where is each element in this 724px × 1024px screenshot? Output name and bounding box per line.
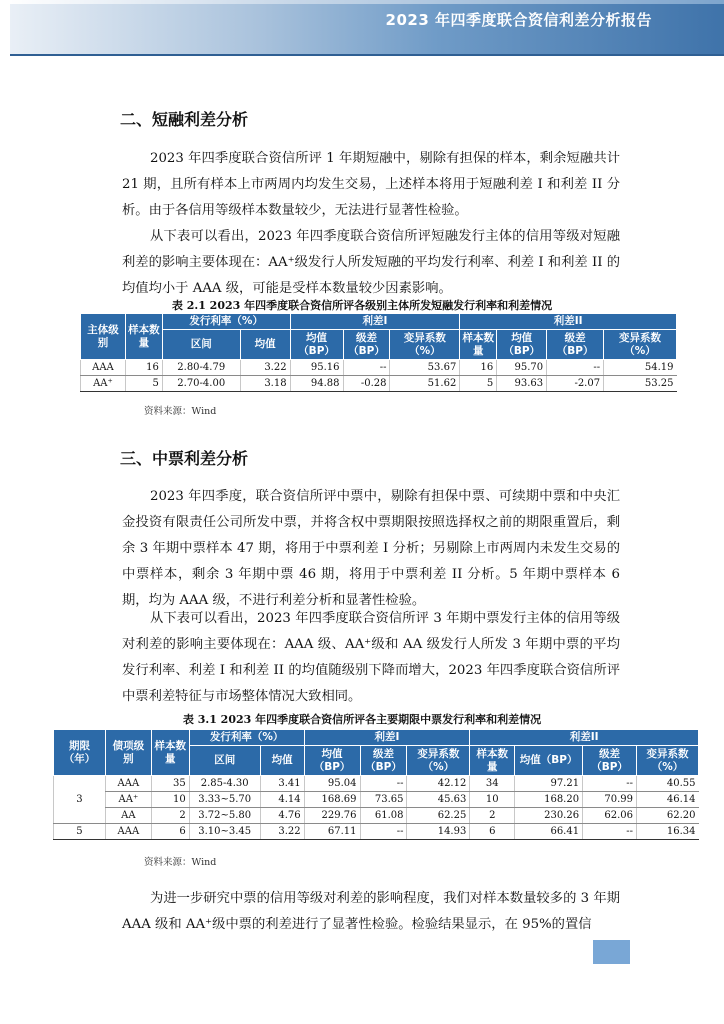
cell: 6 (151, 824, 189, 840)
cell: 3.22 (260, 824, 304, 840)
cell: 14.93 (407, 824, 470, 840)
column-header: 样本数量 (151, 730, 189, 776)
column-header: 均值（BP） (290, 330, 343, 360)
cell: 4.76 (260, 808, 304, 824)
cell: 66.41 (515, 824, 583, 840)
column-header: 区间 (189, 746, 260, 776)
cell: 5 (460, 376, 497, 392)
column-header: 级差（BP） (547, 330, 604, 360)
cell: 46.14 (637, 792, 699, 808)
cell: 95.04 (304, 776, 360, 792)
cell: 3.22 (240, 360, 290, 376)
cell: 73.65 (360, 792, 407, 808)
cell: 95.70 (497, 360, 547, 376)
column-header: 均值（BP） (515, 746, 583, 776)
cell: 53.67 (390, 360, 460, 376)
cell: 93.63 (497, 376, 547, 392)
cell: 168.20 (515, 792, 583, 808)
column-header: 主体级别 (81, 314, 126, 360)
cell: 94.88 (290, 376, 343, 392)
cell: AA⁺ (105, 792, 151, 808)
cell: 95.16 (290, 360, 343, 376)
table-row (81, 360, 677, 376)
cell: 16 (460, 360, 497, 376)
column-header: 利差I (290, 314, 460, 330)
cell: 2 (151, 808, 189, 824)
table-row (54, 808, 699, 824)
column-header: 变异系数（%） (604, 330, 677, 360)
data-table-short-term (80, 313, 677, 392)
page-number-box (593, 940, 630, 964)
cell: -- (583, 824, 637, 840)
column-header: 样本数量 (470, 746, 515, 776)
table-source: 资料来源：Wind (144, 406, 217, 417)
cell: 3.41 (260, 776, 304, 792)
section-heading-short-term: 二、短融利差分析 (120, 110, 249, 129)
cell: AAA (105, 776, 151, 792)
cell: 62.25 (407, 808, 470, 824)
column-header: 变异系数（%） (390, 330, 460, 360)
cell: 67.11 (304, 824, 360, 840)
cell: AAA (105, 824, 151, 840)
column-header: 变异系数（%） (637, 746, 699, 776)
header-banner (0, 0, 724, 54)
cell: 35 (151, 776, 189, 792)
column-header: 样本数量 (460, 330, 497, 360)
cell: 45.63 (407, 792, 470, 808)
column-header: 发行利率（%） (189, 730, 304, 746)
cell: AA⁺ (81, 376, 126, 392)
cell: 2.80-4.79 (162, 360, 240, 376)
table-source: 资料来源：Wind (144, 857, 217, 868)
cell: 97.21 (515, 776, 583, 792)
column-header: 利差II (460, 314, 677, 330)
column-header: 利差II (470, 730, 699, 746)
cell: AA (105, 808, 151, 824)
cell: 70.99 (583, 792, 637, 808)
cell: 53.25 (604, 376, 677, 392)
cell: 5 (54, 824, 106, 840)
report-title: 2023 年四季度联合资信利差分析报告 (385, 11, 652, 29)
cell: -- (360, 824, 407, 840)
paragraph: 从下表可以看出，2023 年四季度联合资信所评短融发行主体的信用等级对短融利差的影响主要体现在：AA⁺级发行人所发短融的平均发行利率、利差 I 和利差 II 的均值均小于 AAA 级，可能是受样本数量较少因素影响。 (122, 229, 620, 296)
cell: 62.20 (637, 808, 699, 824)
data-table-mtn (53, 729, 699, 840)
cell: 3.33~5.70 (189, 792, 260, 808)
table-row (81, 376, 677, 392)
column-header: 级差（BP） (343, 330, 390, 360)
cell: 5 (125, 376, 162, 392)
cell: 229.76 (304, 808, 360, 824)
column-header: 级差（BP） (360, 746, 407, 776)
column-header: 利差I (304, 730, 470, 746)
column-header: 区间 (162, 330, 240, 360)
cell: 2.70-4.00 (162, 376, 240, 392)
cell: 168.69 (304, 792, 360, 808)
column-header: 期限（年） (54, 730, 106, 776)
cell: 34 (470, 776, 515, 792)
cell: 6 (470, 824, 515, 840)
column-header: 均值（BP） (304, 746, 360, 776)
table-caption: 表 2.1 2023 年四季度联合资信所评各级别主体所发短融发行利率和利差情况 (171, 299, 553, 312)
cell: -- (583, 776, 637, 792)
header-divider (10, 54, 724, 56)
cell: AAA (81, 360, 126, 376)
table-row (54, 824, 699, 840)
column-header: 均值 (260, 746, 304, 776)
cell: -- (343, 360, 390, 376)
cell: 3.18 (240, 376, 290, 392)
table-row (54, 792, 699, 808)
cell: 42.12 (407, 776, 470, 792)
cell: 4.14 (260, 792, 304, 808)
cell: 16 (125, 360, 162, 376)
cell: -0.28 (343, 376, 390, 392)
cell: 40.55 (637, 776, 699, 792)
cell: 3 (54, 776, 106, 824)
cell: -- (360, 776, 407, 792)
cell: 10 (151, 792, 189, 808)
cell: 3.72~5.80 (189, 808, 260, 824)
cell: 54.19 (604, 360, 677, 376)
cell: 10 (470, 792, 515, 808)
column-header: 样本数量 (125, 314, 162, 360)
column-header: 变异系数（%） (407, 746, 470, 776)
section-heading-mtn: 三、中票利差分析 (120, 449, 249, 468)
cell: 61.08 (360, 808, 407, 824)
column-header: 级差（BP） (583, 746, 637, 776)
cell: 16.34 (637, 824, 699, 840)
column-header: 均值（BP） (497, 330, 547, 360)
paragraph: 从下表可以看出，2023 年四季度联合资信所评 3 年期中票发行主体的信用等级对利差的影响主要体现在：AAA 级、AA⁺级和 AA 级发行人所发 3 年期中票的平均发行利率、利差 I 和利差 II 的均值随级别下降而增大，2023 年四季度联合资信所评中票利差特征与市场整体情况大致相同。 (122, 611, 620, 704)
paragraph: 2023 年四季度，联合资信所评中票中，剔除有担保中票、可续期中票和中央汇金投资有限责任公司所发中票，并将含权中票期限按照选择权之前的期限重置后，剩余 3 年期中票样本 47 期，将用于中票利差 I 分析；另剔除上市两周内未发生交易的中票样本，剩余 3 年期中票 46 期，将用于中票利差 II 分析。5 年期中票样本 6 期，均为 AAA 级，不进行利差分析和显著性检验。 (122, 489, 620, 608)
column-header: 债项级别 (105, 730, 151, 776)
cell: 2 (470, 808, 515, 824)
cell: 2.85-4.30 (189, 776, 260, 792)
cell: 3.10~3.45 (189, 824, 260, 840)
table-row (54, 776, 699, 792)
cell: -2.07 (547, 376, 604, 392)
cell: 230.26 (515, 808, 583, 824)
cell: 51.62 (390, 376, 460, 392)
paragraph: 2023 年四季度联合资信所评 1 年期短融中，剔除有担保的样本，剩余短融共计 21 期，且所有样本上市两周内均发生交易，上述样本将用于短融利差 I 和利差 II 分析。由于各信用等级样本数量较少，无法进行显著性检验。 (122, 151, 620, 218)
column-header: 均值 (240, 330, 290, 360)
table-caption: 表 3.1 2023 年四季度联合资信所评各主要期限中票发行利率和利差情况 (182, 713, 542, 726)
cell: 62.06 (583, 808, 637, 824)
cell: -- (547, 360, 604, 376)
column-header: 发行利率（%） (162, 314, 290, 330)
paragraph: 为进一步研究中票的信用等级对利差的影响程度，我们对样本数量较多的 3 年期 AAA 级和 AA⁺级中票的利差进行了显著性检验。检验结果显示，在 95%的置信 (122, 891, 620, 932)
